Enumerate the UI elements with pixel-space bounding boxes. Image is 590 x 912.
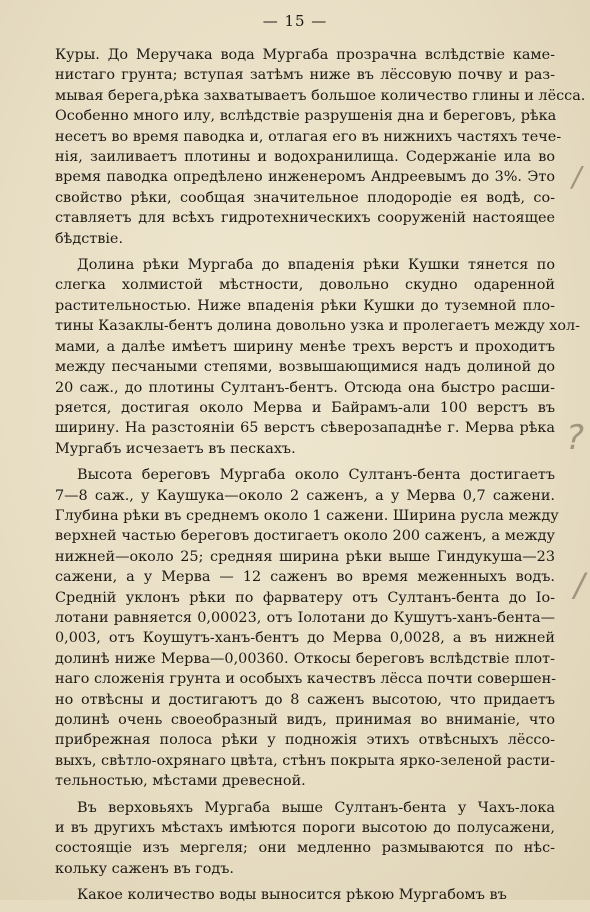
text-line: ставляетъ для всѣхъ гидротехническихъ сооруженій настоящее <box>55 210 555 227</box>
text-line: мывая берега,рѣка захватываетъ большое количество глины и лёсса. <box>55 87 586 104</box>
text-line: слегка холмистой мѣстности, довольно скудно одаренной <box>55 277 555 294</box>
paragraph <box>55 45 586 249</box>
text-line: сажени, а у Мерва — 12 саженъ во время меженныхъ водъ. <box>55 569 555 586</box>
text-line: лотани равняется 0,00023, отъ Іолотани до Кушутъ-ханъ-бента— <box>55 609 555 626</box>
page-number: — 15 — <box>262 12 328 30</box>
text-line: тины Казаклы-бентъ долина довольно узка и пролегаетъ между хол- <box>55 318 581 335</box>
text-line: состоящіе изъ мергеля; они медленно размываются по нѣс- <box>55 840 555 857</box>
text-line: между песчаными степями, возвышающимися надъ долиной до <box>55 359 555 376</box>
margin-pencil-mark: ? <box>566 418 585 458</box>
text-line: и въ другихъ мѣстахъ имѣются пороги высотою до полусажени, <box>55 820 555 837</box>
body-text <box>55 45 586 912</box>
text-line: Куры. До Меручака вода Мургаба прозрачна вслѣдствіе каме- <box>55 47 555 63</box>
text-line: наго сложенія грунта и особыхъ качествъ лёсса почти совершен- <box>55 671 557 688</box>
margin-pencil-mark: / <box>572 160 582 193</box>
text-line: прибрежная полоса рѣки у подножія этихъ отвѣсныхъ лёссо- <box>55 732 555 749</box>
text-line: нистаго грунта; вступая затѣмъ ниже въ лёссовую почву и раз- <box>55 67 555 84</box>
text-line: мами, а далѣе имѣетъ ширину менѣе трехъ верстъ и проходитъ <box>55 338 555 355</box>
text-line: Въ верховьяхъ Мургаба выше Султанъ-бента у Чахъ-лока <box>77 799 555 816</box>
text-line: Мургабъ исчезаетъ въ пескахъ. <box>55 440 296 457</box>
text-line: свойство рѣки, сообщая значительное плодородіе ея водѣ, со- <box>55 189 555 206</box>
paragraph <box>55 885 555 905</box>
text-line: Особенно много илу, вслѣдствіе разрушенія дна и береговъ, рѣка <box>55 108 557 125</box>
text-line: 7—8 саж., у Каушука—около 2 саженъ, а у Мерва 0,7 сажени. <box>55 487 555 504</box>
text-line: ширину. На разстояніи 65 верстъ сѣверозападнѣе г. Мерва рѣка <box>55 420 555 437</box>
text-line: Высота береговъ Мургаба около Султанъ-бента достигаетъ <box>77 467 555 484</box>
paragraph <box>55 255 581 459</box>
text-line: растительностью. Ниже впаденія рѣки Кушки до туземной пло- <box>55 297 555 314</box>
text-line: выхъ, свѣтло-охрянаго цвѣта, стѣнъ покрыта ярко-зеленой расти- <box>55 752 555 769</box>
text-line: Какое количество воды выносится рѣкою Мургабомъ въ <box>77 887 507 904</box>
paragraph <box>55 465 559 792</box>
paragraph <box>55 798 555 880</box>
text-line: ряется, достигая около Мерва и Байрамъ-али 100 верстъ въ <box>55 399 555 416</box>
text-line: нія, заиливаетъ плотины и водохранилища. Содержаніе ила во <box>55 149 555 166</box>
text-line: долинѣ очень своеобразный видъ, принимая во вниманіе, что <box>55 712 555 728</box>
text-line: время паводка опредѣлено инженеромъ Андреевымъ до 3%. Это <box>55 169 555 186</box>
text-line: бѣдствіе. <box>55 230 124 247</box>
text-line: но отвѣсны и достигаютъ до 8 саженъ высотою, что придаетъ <box>55 691 555 708</box>
text-line: 0,003, отъ Коушутъ-ханъ-бентъ до Мерва 0,0028, а въ нижней <box>55 630 555 647</box>
text-line: несетъ во время паводка и, отлагая его въ нижнихъ частяхъ тече- <box>55 128 562 145</box>
text-line: Средній уклонъ рѣки по фарватеру отъ Султанъ-бента до Іо- <box>55 589 555 606</box>
text-line: нижней—около 25; средняя ширина рѣки выше Гиндукуша—23 <box>55 548 555 565</box>
text-line: кольку саженъ въ годъ. <box>55 860 235 877</box>
text-line: Глубина рѣки въ среднемъ около 1 сажени. Ширина русла между <box>55 507 559 524</box>
text-line: верхней частью береговъ достигаетъ около 200 саженъ, а между <box>55 528 555 545</box>
text-line: 20 саж., до плотины Султанъ-бентъ. Отсюда она быстро расши- <box>55 379 555 396</box>
text-line: долинѣ ниже Мерва—0,00360. Откосы береговъ вслѣдствіе плот- <box>55 650 555 667</box>
text-line: Долина рѣки Мургаба до впаденія рѣки Кушки тянется по <box>77 257 555 274</box>
margin-pencil-mark: / <box>574 566 585 604</box>
text-line: тельностью, мѣстами древесной. <box>55 773 306 790</box>
